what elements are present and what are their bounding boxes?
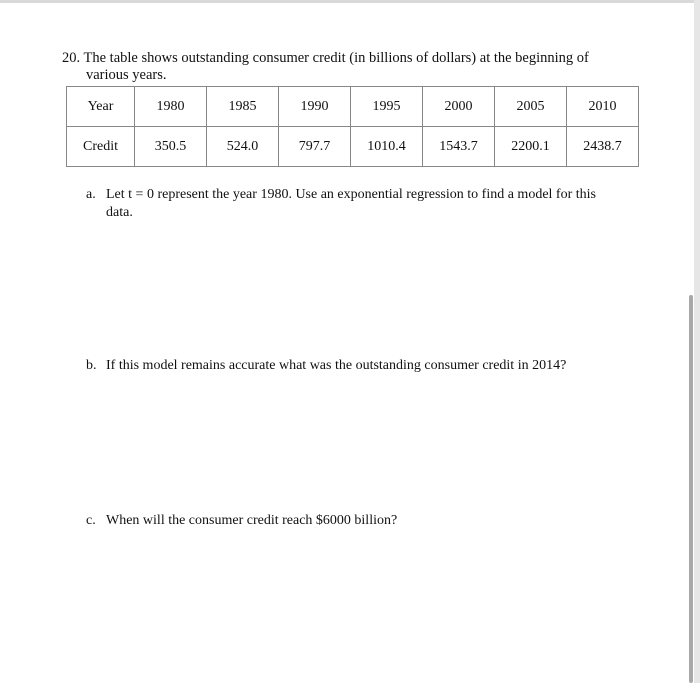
table-cell: 1543.7: [423, 127, 495, 167]
question-line1: The table shows outstanding consumer credit (in billions of dollars) at the beginning of: [83, 50, 589, 66]
part-label: b.: [86, 358, 97, 373]
page-border-top: [0, 0, 700, 3]
table-cell: 1990: [279, 87, 351, 127]
question-number: 20.: [62, 50, 81, 66]
table-cell: 797.7: [279, 127, 351, 167]
part-text: Let t = 0 represent the year 1980. Use an exponential regression to find a model for this: [106, 187, 596, 202]
table-cell: 1995: [351, 87, 423, 127]
part-text: When will the consumer credit reach $6000 billion?: [106, 513, 398, 528]
part-b: [86, 357, 646, 375]
table-cell: 1985: [207, 87, 279, 127]
credit-table: [66, 86, 639, 167]
page-border-right: [694, 0, 700, 683]
part-text-continued: data.: [106, 205, 133, 220]
part-label: a.: [86, 187, 96, 202]
part-c: [86, 512, 646, 530]
row-header-year: Year: [67, 87, 135, 127]
part-a: [86, 186, 646, 222]
table-row-year: [67, 87, 639, 127]
table-cell: 524.0: [207, 127, 279, 167]
table-cell: 2200.1: [495, 127, 567, 167]
table-cell: 2010: [567, 87, 639, 127]
table-cell: 2438.7: [567, 127, 639, 167]
scrollbar[interactable]: [689, 295, 693, 683]
question-line2: various years.: [86, 67, 167, 83]
table-row-credit: [67, 127, 639, 167]
table-cell: 1980: [135, 87, 207, 127]
table-cell: 1010.4: [351, 127, 423, 167]
table-cell: 350.5: [135, 127, 207, 167]
part-text: If this model remains accurate what was the outstanding consumer credit in 2014?: [106, 358, 567, 373]
table-cell: 2005: [495, 87, 567, 127]
question-text: [62, 50, 642, 84]
row-header-credit: Credit: [67, 127, 135, 167]
part-label: c.: [86, 513, 96, 528]
table-cell: 2000: [423, 87, 495, 127]
